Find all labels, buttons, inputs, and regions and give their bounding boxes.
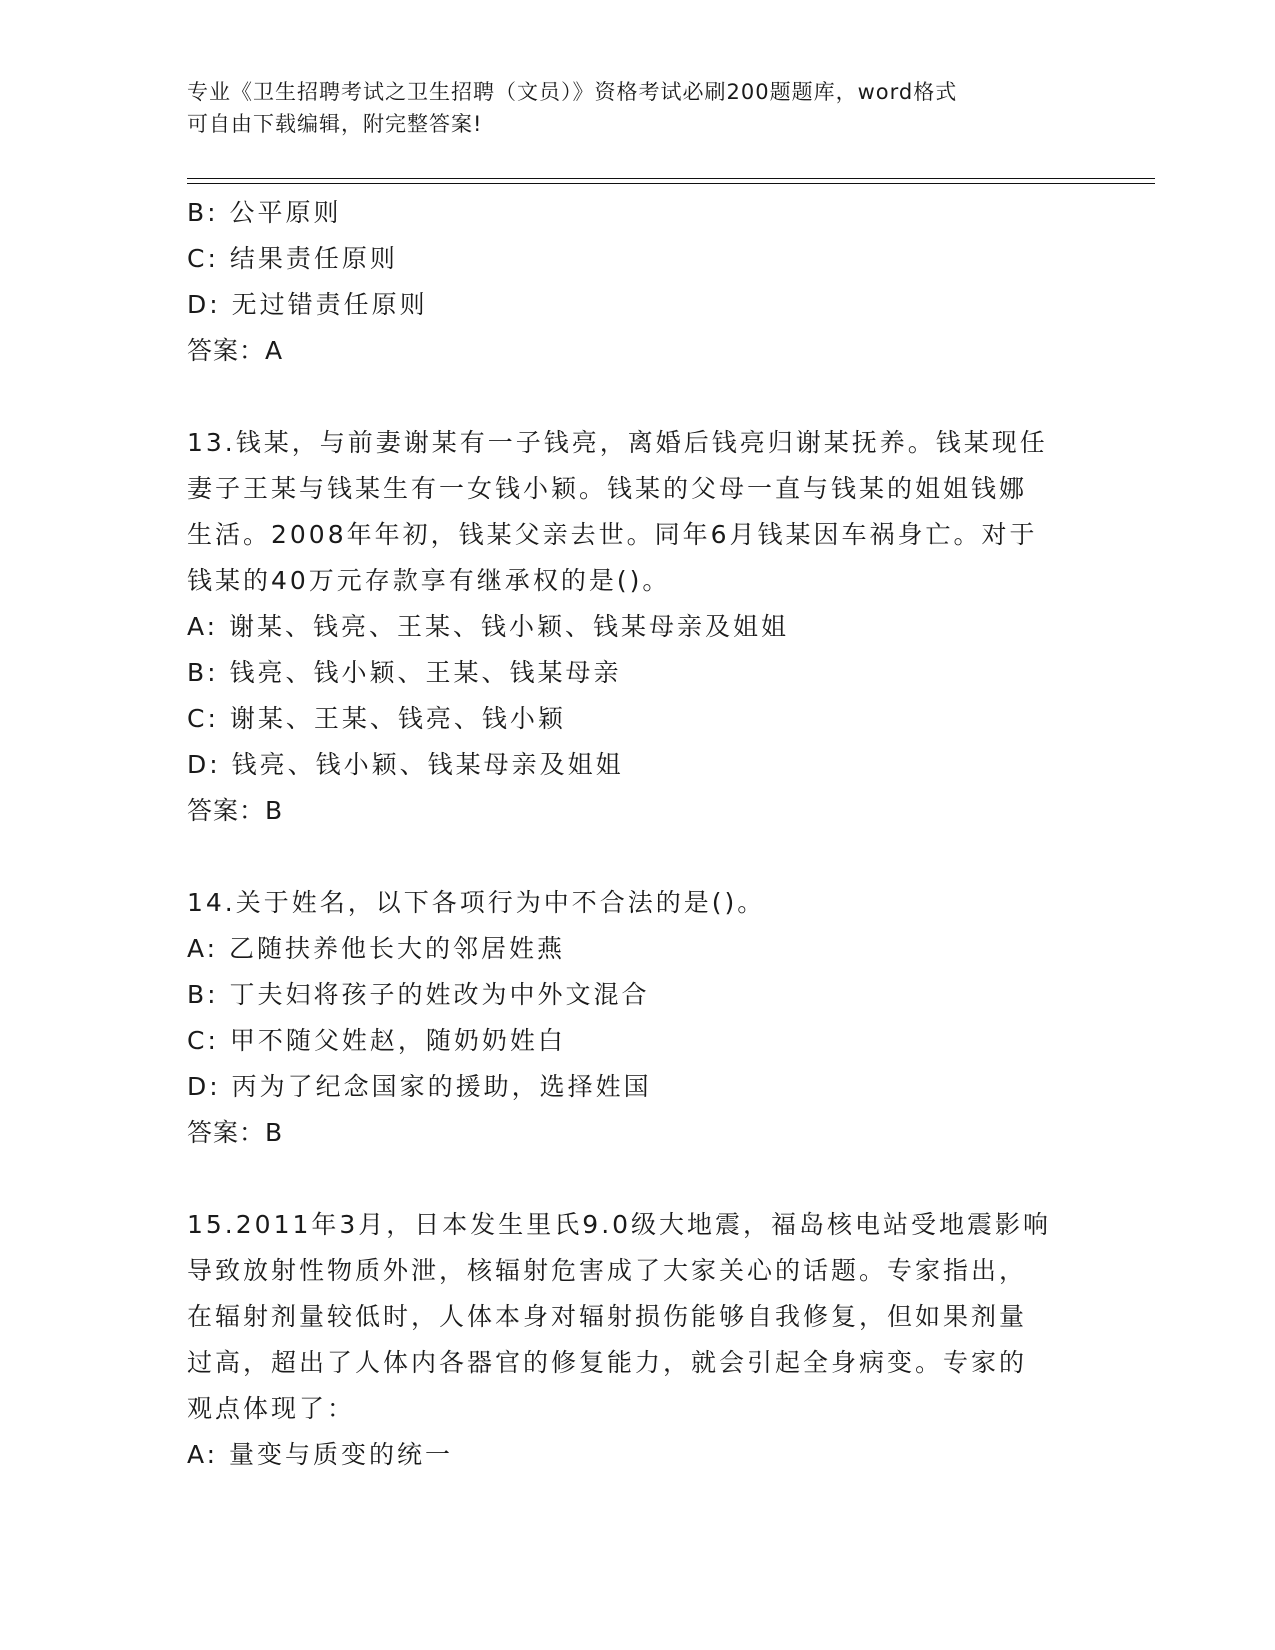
question-13-stem-line-1: 13.钱某，与前妻谢某有一子钱亮，离婚后钱亮归谢某抚养。钱某现任 <box>187 428 1048 457</box>
question-12-block <box>187 190 1087 374</box>
spacer <box>187 834 1087 880</box>
question-12-option-c: C: 结果责任原则 <box>187 244 398 273</box>
question-15-stem-line-1: 15.2011年3月，日本发生里氏9.0级大地震，福岛核电站受地震影响 <box>187 1210 1052 1239</box>
question-14-option-b: B: 丁夫妇将孩子的姓改为中外文混合 <box>187 980 650 1009</box>
question-15-block <box>187 1202 1087 1478</box>
question-13-option-a: A: 谢某、钱亮、王某、钱小颖、钱某母亲及姐姐 <box>187 612 790 641</box>
question-content <box>187 190 1087 1478</box>
question-15-stem-line-2: 导致放射性物质外泄，核辐射危害成了大家关心的话题。专家指出， <box>187 1256 1028 1285</box>
question-13-stem-line-4: 钱某的40万元存款享有继承权的是()。 <box>187 566 671 595</box>
question-15-stem-line-5: 观点体现了： <box>187 1394 356 1423</box>
document-header <box>187 76 1087 140</box>
question-13-option-d: D: 钱亮、钱小颖、钱某母亲及姐姐 <box>187 750 624 779</box>
spacer <box>187 1156 1087 1202</box>
header-divider-top <box>187 178 1155 179</box>
question-14-option-c: C: 甲不随父姓赵，随奶奶姓白 <box>187 1026 566 1055</box>
question-14-option-a: A: 乙随扶养他长大的邻居姓燕 <box>187 934 566 963</box>
question-13-option-c: C: 谢某、王某、钱亮、钱小颖 <box>187 704 566 733</box>
question-14-stem-line-1: 14.关于姓名，以下各项行为中不合法的是()。 <box>187 888 766 917</box>
question-14-answer: 答案：B <box>187 1118 284 1147</box>
question-15-stem-line-4: 过高，超出了人体内各器官的修复能力，就会引起全身病变。专家的 <box>187 1348 1028 1377</box>
question-12-option-d: D: 无过错责任原则 <box>187 290 428 319</box>
question-12-option-b: B: 公平原则 <box>187 198 342 227</box>
question-12-answer: 答案：A <box>187 336 284 365</box>
header-divider-bottom <box>187 183 1155 184</box>
question-13-block <box>187 420 1087 834</box>
question-15-stem-line-3: 在辐射剂量较低时，人体本身对辐射损伤能够自我修复，但如果剂量 <box>187 1302 1028 1331</box>
header-title-line-2: 可自由下载编辑，附完整答案! <box>187 112 483 136</box>
question-13-stem-line-2: 妻子王某与钱某生有一女钱小颖。钱某的父母一直与钱某的姐姐钱娜 <box>187 474 1028 503</box>
question-13-stem-line-3: 生活。2008年年初，钱某父亲去世。同年6月钱某因车祸身亡。对于 <box>187 520 1038 549</box>
spacer <box>187 374 1087 420</box>
question-14-option-d: D: 丙为了纪念国家的援助，选择姓国 <box>187 1072 652 1101</box>
header-title-line-1: 专业《卫生招聘考试之卫生招聘（文员）》资格考试必刷200题题库，word格式 <box>187 80 958 104</box>
question-15-option-a: A: 量变与质变的统一 <box>187 1440 454 1469</box>
question-13-option-b: B: 钱亮、钱小颖、王某、钱某母亲 <box>187 658 622 687</box>
question-14-block <box>187 880 1087 1156</box>
question-13-answer: 答案：B <box>187 796 284 825</box>
